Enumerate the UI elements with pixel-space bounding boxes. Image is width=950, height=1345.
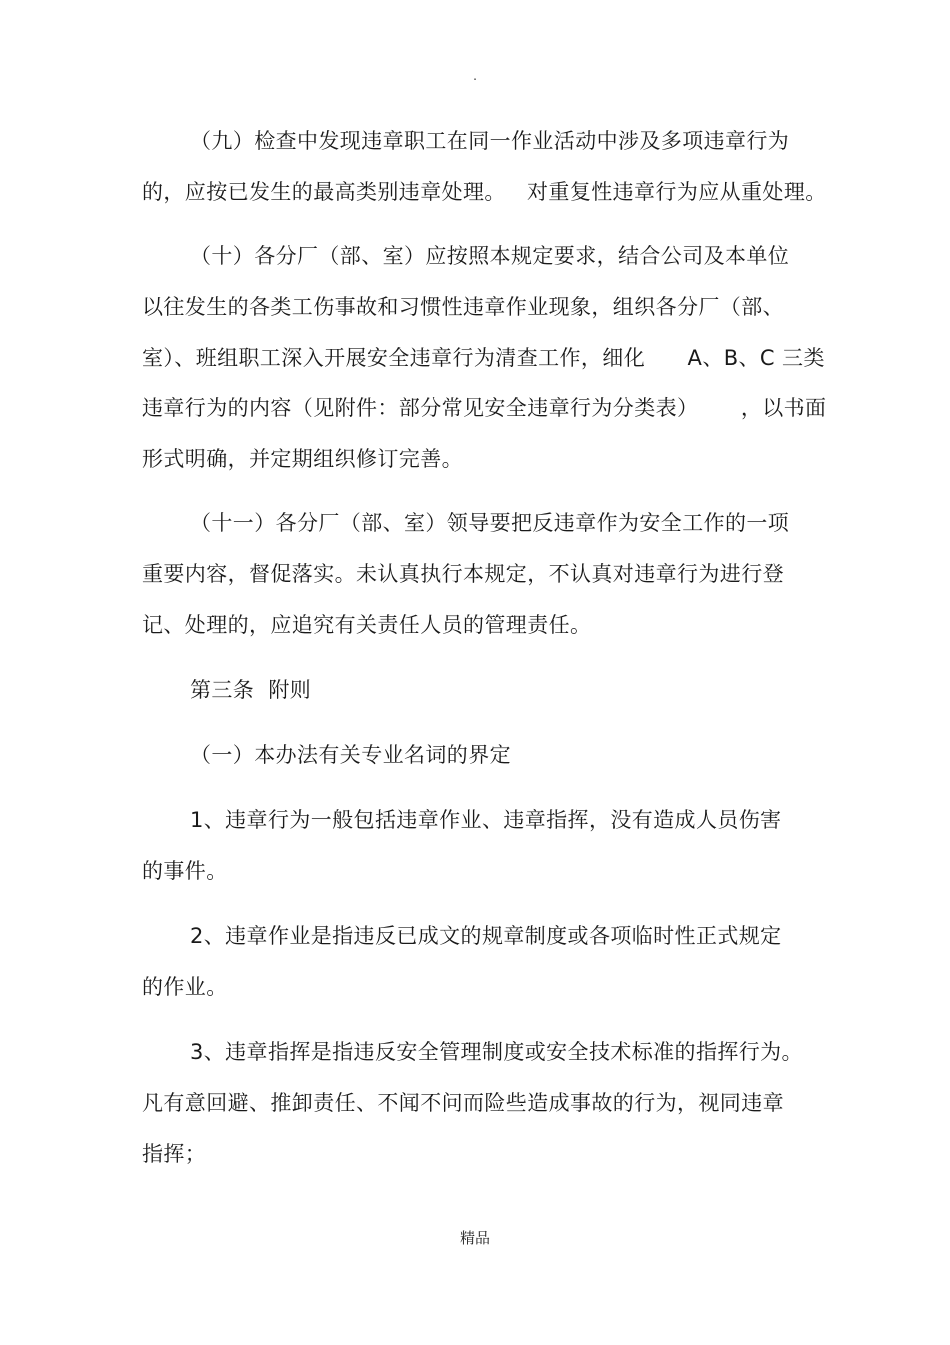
text-line: 1、违章行为一般包括违章作业、违章指挥，没有造成人员伤害 [190, 808, 782, 832]
text-line: 形式明确，并定期组织修订完善。 [142, 447, 463, 471]
header-mark: . [473, 69, 477, 83]
text-line: （十）各分厂（部、室）应按照本规定要求，结合公司及本单位 [190, 244, 790, 268]
text-line: （十一）各分厂（部、室）领导要把反违章作为安全工作的一项 [190, 511, 790, 535]
text-line: 违章行为的内容（见附件：部分常见安全违章行为分类表） ，以书面 [142, 396, 827, 420]
text-line: 2、违章作业是指违反已成文的规章制度或各项临时性正式规定 [190, 924, 782, 948]
text-line: 重要内容，督促落实。未认真执行本规定，不认真对违章行为进行登 [142, 562, 784, 586]
text-line: 指挥； [142, 1142, 207, 1166]
text-line: 记、处理的，应追究有关责任人员的管理责任。 [142, 613, 592, 637]
text-line: 的作业。 [142, 975, 228, 999]
text-line: 室）、班组职工深入开展安全违章行为清查工作，细化 A、B、C 三类 [142, 346, 825, 370]
section-heading: 第三条 附则 [190, 678, 312, 702]
text-line: 的，应按已发生的最高类别违章处理。 对重复性违章行为应从重处理。 [142, 180, 827, 204]
text-line: 以往发生的各类工伤事故和习惯性违章作业现象，组织各分厂（部、 [142, 295, 784, 319]
text-line: 3、违章指挥是指违反安全管理制度或安全技术标准的指挥行为。 [190, 1040, 803, 1064]
text-line: （九）检查中发现违章职工在同一作业活动中涉及多项违章行为 [190, 129, 790, 153]
text-line: 的事件。 [142, 859, 228, 883]
text-line: （一）本办法有关专业名词的界定 [190, 743, 511, 767]
text-line: 凡有意回避、推卸责任、不闻不问而险些造成事故的行为，视同违章 [142, 1091, 784, 1115]
page-footer: 精品 [459, 1229, 490, 1247]
